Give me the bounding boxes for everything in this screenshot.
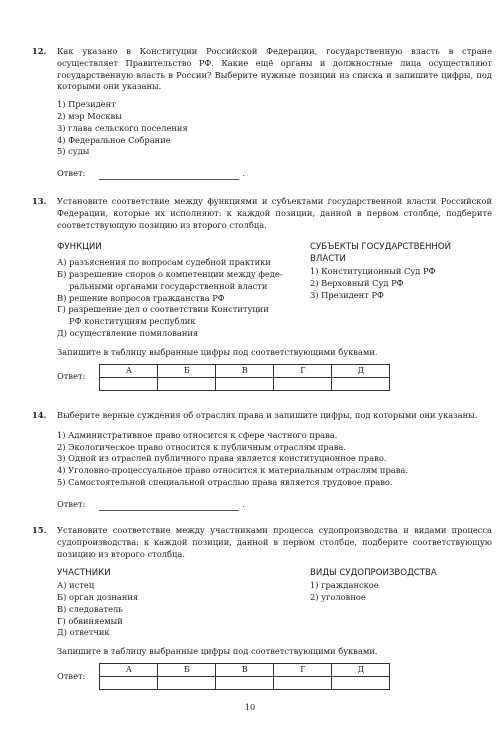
column-item: Д) осуществление помилования	[57, 327, 199, 338]
option: 2) Экологическое право относится к публичным отраслям права.	[57, 441, 346, 452]
question-text: Установите соответствие между участниками процесса судопроизводства и видами процесса судопроизводства: к каждой позиции, данной в первом столбце, подберите соответствующую позицию из второго столбца.	[57, 525, 492, 559]
question-number: 15.	[32, 525, 47, 535]
column-item: В) решение вопросов гражданства РФ	[57, 292, 225, 303]
column-heading: УЧАСТНИКИ	[57, 568, 111, 579]
letter-cell: Д	[332, 364, 390, 377]
answer-end: .	[242, 168, 245, 179]
column-item: В) следователь	[57, 603, 123, 614]
column-item: 2) Верховный Суд РФ	[310, 277, 404, 288]
column-item: 1) Конституционный Суд РФ	[310, 265, 436, 276]
answer-cell[interactable]	[216, 377, 274, 390]
letter-cell: Г	[274, 364, 332, 377]
participants-column	[57, 568, 297, 639]
column-item: 2) уголовное	[310, 591, 366, 602]
answer-row	[57, 168, 492, 180]
option-list	[57, 430, 492, 489]
column-item: 1) гражданское	[310, 580, 379, 591]
column-heading: СУБЪЕКТЫ ГОСУДАРСТВЕННОЙ	[310, 242, 452, 253]
column-item: Д) ответчик	[57, 627, 110, 638]
column-heading: ВЛАСТИ	[310, 254, 346, 265]
column-item: 3) Президент РФ	[310, 289, 384, 300]
table-note: Запишите в таблицу выбранные цифры под соответствующими буквами.	[57, 346, 378, 357]
question-14	[32, 410, 492, 511]
answer-cell[interactable]	[274, 676, 332, 689]
subjects-column	[310, 242, 500, 301]
question-13	[32, 196, 492, 391]
column-item: Б) орган дознания	[57, 591, 139, 602]
question-number: 12.	[32, 46, 47, 56]
question-12	[32, 46, 492, 180]
answer-row	[57, 364, 492, 391]
answer-field[interactable]	[99, 500, 239, 511]
answer-label: Ответ:	[57, 168, 86, 179]
page-number: 10	[244, 702, 256, 712]
letter-cell: А	[100, 663, 158, 676]
answer-cell[interactable]	[332, 377, 390, 390]
answer-table	[99, 364, 390, 391]
answer-cell[interactable]	[100, 676, 158, 689]
option-list	[57, 99, 492, 158]
answer-cell[interactable]	[158, 377, 216, 390]
column-item: Б) разрешение споров о компетенции между феде-	[57, 268, 283, 279]
option: 5) суды	[57, 146, 90, 157]
answer-label: Ответ:	[57, 498, 86, 509]
table-note: Запишите в таблицу выбранные цифры под соответствующими буквами.	[57, 646, 378, 657]
letter-cell: В	[216, 663, 274, 676]
answer-cell[interactable]	[100, 377, 158, 390]
answer-row	[57, 499, 492, 511]
answer-label: Ответ:	[57, 670, 86, 681]
letter-cell: Г	[274, 663, 332, 676]
answer-cell[interactable]	[158, 676, 216, 689]
column-item: ральными органами государственной власти	[69, 280, 268, 291]
question-15	[32, 525, 492, 690]
matching-columns	[57, 568, 492, 639]
answer-end: .	[242, 498, 245, 509]
letter-cell: Б	[158, 663, 216, 676]
letter-cell: В	[216, 364, 274, 377]
answer-cell[interactable]	[216, 676, 274, 689]
option: 3) Одной из отраслей публичного права является конституционное право.	[57, 453, 387, 464]
answer-label: Ответ:	[57, 371, 86, 382]
option: 2) мэр Москвы	[57, 110, 122, 121]
column-heading: ВИДЫ СУДОПРОИЗВОДСТВА	[310, 568, 437, 579]
column-item: Г) разрешение дел о соответствии Конституции	[57, 304, 269, 315]
question-text: Как указано в Конституции Российской Федерации, государственную власть в стране осуществляет Правительство РФ. Какие ещё органы и должностные лица осуществляют государственную власть в России? Выберите нужные позиции из списка и запишите цифры, под которыми они указаны.	[57, 46, 492, 92]
letter-cell: Д	[332, 663, 390, 676]
column-item: А) разъяснения по вопросам судебной практики	[57, 257, 271, 268]
answer-cell[interactable]	[274, 377, 332, 390]
answer-cell[interactable]	[332, 676, 390, 689]
functions-column	[57, 242, 297, 339]
letter-cell: А	[100, 364, 158, 377]
option: 3) глава сельского поселения	[57, 122, 188, 133]
option: 4) Уголовно-процессуальное право относится к материальным отраслям права.	[57, 465, 408, 476]
question-text: Выберите верные суждения об отраслях права и запишите цифры, под которыми они указаны.	[57, 410, 478, 420]
matching-columns	[57, 242, 492, 339]
question-text: Установите соответствие между функциями и субъектами государственной власти Российской Федерации, которые их исполняют: к каждой позиции, данной в первом столбце, подберите соответствующую позицию из второго столбца.	[57, 196, 492, 230]
column-heading: ФУНКЦИИ	[57, 242, 102, 253]
letter-cell: Б	[158, 364, 216, 377]
column-item: А) истец	[57, 580, 95, 591]
answer-table	[99, 663, 390, 690]
column-item: Г) обвиняемый	[57, 615, 123, 626]
answer-row	[57, 663, 492, 690]
question-number: 13.	[32, 196, 47, 206]
option: 1) Административное право относится к сфере частного права.	[57, 429, 338, 440]
option: 1) Президент	[57, 99, 116, 110]
column-item: РФ конституциям республик	[69, 316, 196, 327]
question-number: 14.	[32, 410, 47, 420]
answer-field[interactable]	[99, 169, 239, 180]
option: 5) Самостоятельной специальной отраслью права является трудовое право.	[57, 476, 393, 487]
proceedings-column	[310, 568, 500, 603]
option: 4) Федеральное Собрание	[57, 134, 171, 145]
